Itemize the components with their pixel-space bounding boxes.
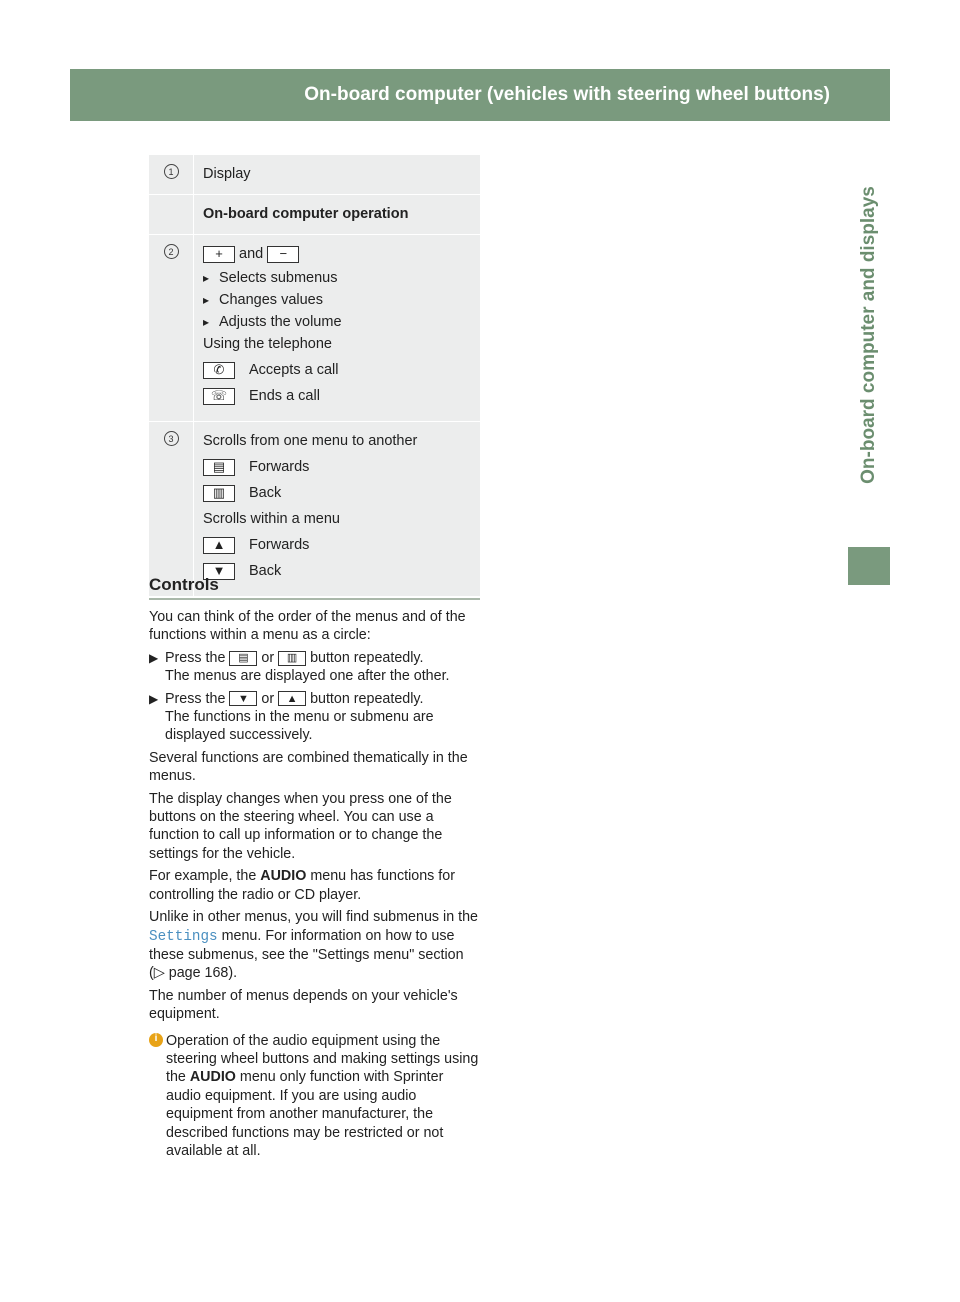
minus-key-icon: − xyxy=(267,246,299,263)
arrow-up-icon: ▲ xyxy=(203,537,235,554)
list-item: ▸ Selects submenus xyxy=(203,267,472,289)
table-cell: Display xyxy=(203,166,251,182)
callout-2-icon: 2 xyxy=(164,244,179,259)
list-item: ▸ Changes values xyxy=(203,289,472,311)
header-divider xyxy=(902,69,904,121)
header-bar xyxy=(70,69,948,121)
side-tab-label: On-board computer and displays xyxy=(858,186,879,484)
callout-1-icon: 1 xyxy=(164,164,179,179)
step-arrow-icon: ▶ xyxy=(149,691,159,706)
step-arrow-icon: ▶ xyxy=(149,650,159,665)
info-icon: i xyxy=(149,1033,163,1047)
side-tab-marker xyxy=(848,547,890,585)
controls-table xyxy=(149,155,480,596)
phone-end-icon: ☏ xyxy=(203,388,235,405)
settings-menu-link: Settings xyxy=(149,928,218,945)
table-heading: On-board computer operation xyxy=(203,206,409,222)
table-row xyxy=(149,195,480,235)
info-note: i Operation of the audio equipment using the steering wheel buttons and making settings using the AUDIO menu only function with Sprinter audio equipment. If you are using audio equipment from another manufacturer, the described functions may be restricted or not available at all. xyxy=(149,1032,482,1161)
arrow-down-icon: ▼ xyxy=(203,563,235,580)
table-row: 3 Scrolls from one menu to another ▤ Forwards ▥ Back Scrolls within a menu ▲ Forwards ▼ Back xyxy=(149,422,480,596)
section-divider xyxy=(149,598,480,600)
instruction-step: ▶ Press the ▤ or ▥ button repeatedly. The menus are displayed one after the other. xyxy=(149,649,450,685)
plus-key-icon: + xyxy=(203,246,235,263)
table-row xyxy=(149,155,480,195)
controls-body: You can think of the order of the menus and of the functions within a menu as a circle: ▶ Press the ▤ or ▥ button repeatedly. The menus are displayed one after the other. ▶ Press the ▼ or ▲ button repeatedly. The functions in the menu or submenu are displayed successively. Several functions are combined thematically in the menus. The display changes when you press one of the buttons on the steering wheel. You can use a function to call up information or to change the settings for the vehicle. For example, the AUDIO menu has functions for controlling the radio or CD player. Unlike in other menus, you will find submenus in the Settings menu. For information on how to use these submenus, see the "Settings menu" section (▷ page 168). The number of menus depends on your vehicle's equipment. i Operation of the audio equipment using the steering wheel buttons and making settings using the AUDIO menu only function with Sprinter audio equipment. If you are using audio equipment from another manufacturer, the described functions may be restricted or not available at all. xyxy=(149,608,482,1160)
page-number: 165 xyxy=(916,84,948,105)
arrow-down-icon: ▼ xyxy=(229,691,257,706)
menu-forward-icon: ▤ xyxy=(229,651,257,666)
phone-accept-icon: ✆ xyxy=(203,362,235,379)
section-side-tab xyxy=(848,130,890,540)
list-item: ▸ Adjusts the volume xyxy=(203,311,472,333)
section-heading: Controls xyxy=(149,575,219,594)
menu-back-icon: ▥ xyxy=(203,485,235,502)
table-row: 2 + and − ▸ Selects submenus ▸ Changes values ▸ Adjusts the volume Using the telephone ✆ Accepts a call ☏ Ends a call xyxy=(149,235,480,422)
callout-3-icon: 3 xyxy=(164,431,179,446)
arrow-up-icon: ▲ xyxy=(278,691,306,706)
menu-back-icon: ▥ xyxy=(278,651,306,666)
menu-forward-icon: ▤ xyxy=(203,459,235,476)
instruction-step: ▶ Press the ▼ or ▲ button repeatedly. The functions in the menu or submenu are displayed successively. xyxy=(149,690,434,744)
page-ref-arrow-icon: ▷ xyxy=(153,965,165,982)
page-title: On-board computer (vehicles with steering wheel buttons) xyxy=(304,84,830,105)
